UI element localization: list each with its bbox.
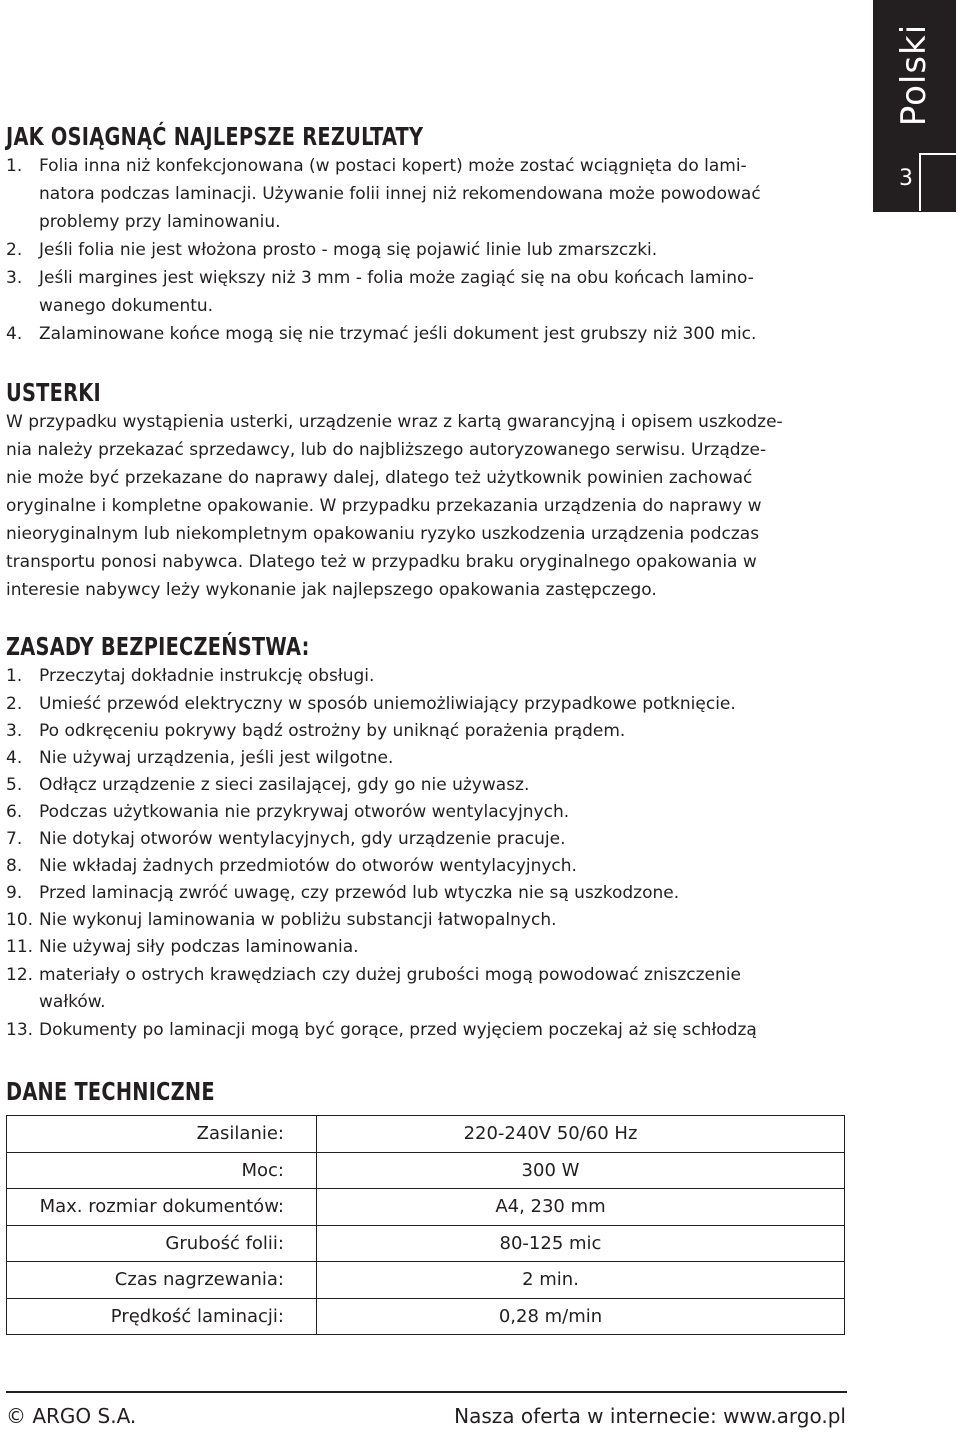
- list-number: 13.: [6, 1020, 34, 1040]
- table-row: [7, 1225, 845, 1262]
- list-number: 8.: [6, 856, 23, 876]
- list-item-text: wałków.: [39, 992, 106, 1012]
- language-tab: [873, 0, 956, 212]
- list-item-text: materiały o ostrych krawędziach czy dużej grubości mogą powodować zniszczenie: [39, 965, 741, 985]
- paragraph-line: interesie nabywcy leży wykonanie jak najlepszego opakowania zastępczego.: [6, 580, 657, 600]
- list-item-text: Po odkręceniu pokrywy bądź ostrożny by uniknąć porażenia prądem.: [39, 721, 626, 741]
- list-number: 1.: [6, 156, 23, 176]
- tech-label: Grubość folii:: [7, 1225, 317, 1262]
- list-item-text: Jeśli folia nie jest włożona prosto - mogą się pojawić linie lub zmarszczki.: [39, 240, 658, 260]
- language-label: Polski: [894, 23, 935, 127]
- list-item-text: Nie używaj siły podczas laminowania.: [39, 937, 359, 957]
- list-number: 3.: [6, 721, 23, 741]
- list-item-text: Folia inna niż konfekcjonowana (w postaci kopert) może zostać wciągnięta do lami-: [39, 156, 747, 176]
- table-row: [7, 1189, 845, 1226]
- list-item-text: Umieść przewód elektryczny w sposób uniemożliwiający przypadkowe potknięcie.: [39, 694, 736, 714]
- safety-heading: ZASADY BEZPIECZEŃSTWA:: [6, 632, 310, 661]
- list-item-text: Przed laminacją zwróć uwagę, czy przewód lub wtyczka nie są uszkodzone.: [39, 883, 680, 903]
- table-row: [7, 1262, 845, 1299]
- footer-copyright: © ARGO S.A.: [6, 1404, 137, 1428]
- list-item-text: Nie dotykaj otworów wentylacyjnych, gdy urządzenie pracuje.: [39, 829, 566, 849]
- safety-list: [6, 664, 846, 1054]
- list-number: 4.: [6, 748, 23, 768]
- list-item-text: Nie używaj urządzenia, jeśli jest wilgotne.: [39, 748, 394, 768]
- list-item-text: Nie wykonuj laminowania w pobliżu substancji łatwopalnych.: [39, 910, 557, 930]
- paragraph-line: nie może być przekazane do naprawy dalej, dlatego też użytkownik powinien zachować: [6, 468, 753, 488]
- paragraph-line: nia należy przekazać sprzedawcy, lub do najbliższego autoryzowanego serwisu. Urządze-: [6, 440, 767, 460]
- tech-value: 300 W: [317, 1152, 845, 1189]
- paragraph-line: transportu ponosi nabywca. Dlatego też w przypadku braku oryginalnego opakowania w: [6, 552, 757, 572]
- tech-label: Prędkość laminacji:: [7, 1298, 317, 1335]
- results-list: [6, 152, 846, 352]
- paragraph-line: nieoryginalnym lub niekompletnym opakowaniu ryzyko uszkodzenia urządzenia podczas: [6, 524, 760, 544]
- paragraph-line: oryginalne i kompletne opakowanie. W przypadku przekazania urządzenia do naprawy w: [6, 496, 762, 516]
- footer-divider: [6, 1391, 847, 1393]
- list-number: 7.: [6, 829, 23, 849]
- list-number: 3.: [6, 268, 23, 288]
- tech-value: 0,28 m/min: [317, 1298, 845, 1335]
- list-number: 12.: [6, 965, 34, 985]
- list-number: 6.: [6, 802, 23, 822]
- tech-value: 2 min.: [317, 1262, 845, 1299]
- paragraph-line: W przypadku wystąpienia usterki, urządzenie wraz z kartą gwarancyjną i opisem uszkodze-: [6, 412, 783, 432]
- tech-label: Czas nagrzewania:: [7, 1262, 317, 1299]
- list-item-text: Odłącz urządzenie z sieci zasilającej, gdy go nie używasz.: [39, 775, 530, 795]
- page-number: 3: [899, 166, 913, 191]
- list-number: 10.: [6, 910, 34, 930]
- table-row: [7, 1116, 845, 1153]
- list-number: 2.: [6, 694, 23, 714]
- list-item-text: problemy przy laminowaniu.: [39, 212, 281, 232]
- tech-value: 80-125 mic: [317, 1225, 845, 1262]
- tech-heading: DANE TECHNICZNE: [6, 1077, 215, 1106]
- list-number: 9.: [6, 883, 23, 903]
- footer-website: Nasza oferta w internecie: www.argo.pl: [454, 1404, 846, 1428]
- tech-label: Moc:: [7, 1152, 317, 1189]
- table-row: [7, 1298, 845, 1335]
- tech-table: [6, 1115, 845, 1335]
- list-number: 11.: [6, 937, 34, 957]
- tech-value: 220-240V 50/60 Hz: [317, 1116, 845, 1153]
- tech-label: Max. rozmiar dokumentów:: [7, 1189, 317, 1226]
- list-number: 2.: [6, 240, 23, 260]
- tech-value: A4, 230 mm: [317, 1189, 845, 1226]
- list-number: 4.: [6, 324, 23, 344]
- list-item-text: Jeśli margines jest większy niż 3 mm - folia może zagiąć się na obu końcach lamino-: [39, 268, 754, 288]
- list-item-text: Nie wkładaj żadnych przedmiotów do otworów wentylacyjnych.: [39, 856, 577, 876]
- faults-paragraph: [6, 410, 846, 610]
- list-item-text: Dokumenty po laminacji mogą być gorące, przed wyjęciem poczekaj aż się schłodzą: [39, 1020, 757, 1040]
- tech-label: Zasilanie:: [7, 1116, 317, 1153]
- tab-divider: [919, 153, 956, 155]
- list-item-text: Podczas użytkowania nie przykrywaj otworów wentylacyjnych.: [39, 802, 570, 822]
- results-heading: JAK OSIĄGNĄĆ NAJLEPSZE REZULTATY: [6, 122, 424, 151]
- faults-heading: USTERKI: [6, 378, 101, 407]
- list-item-text: natora podczas laminacji. Używanie folii innej niż rekomendowana może powodować: [39, 184, 761, 204]
- list-item-text: Przeczytaj dokładnie instrukcję obsługi.: [39, 666, 375, 686]
- tab-divider-vertical: [919, 153, 921, 211]
- list-number: 1.: [6, 666, 23, 686]
- table-row: [7, 1152, 845, 1189]
- list-number: 5.: [6, 775, 23, 795]
- list-item-text: wanego dokumentu.: [39, 296, 214, 316]
- list-item-text: Zalaminowane końce mogą się nie trzymać jeśli dokument jest grubszy niż 300 mic.: [39, 324, 757, 344]
